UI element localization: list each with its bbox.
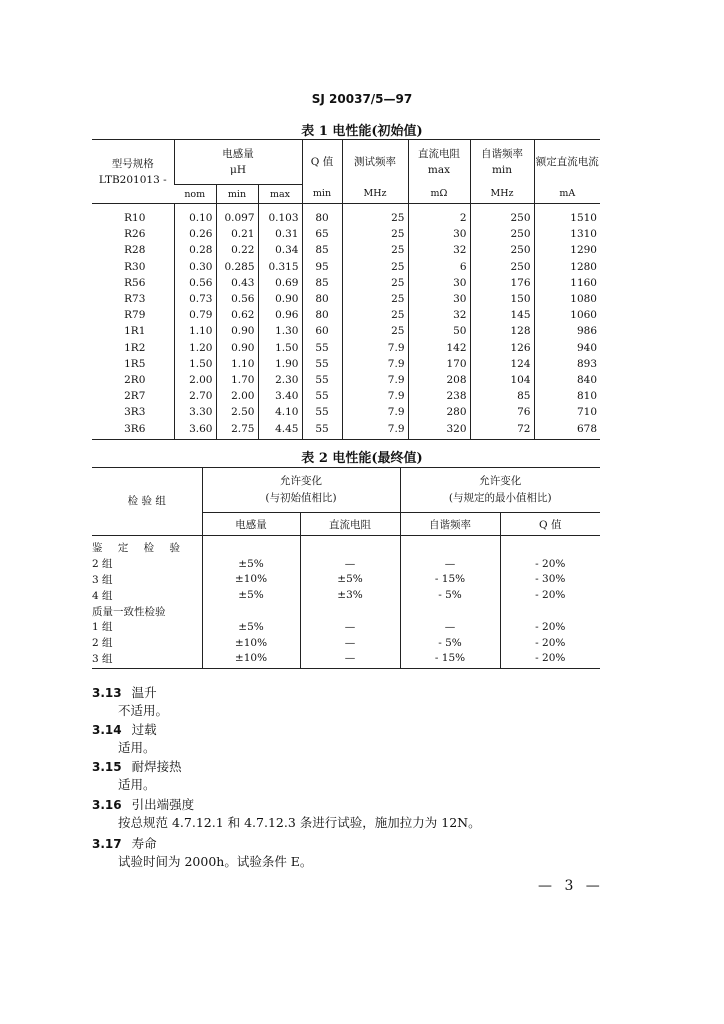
table-cell: ±5% [202,556,300,572]
table-cell: 208 [408,372,470,388]
section-heading [92,795,194,813]
table-cell: 238 [408,388,470,404]
table-cell: 170 [408,356,470,372]
table-cell: ±5% [202,619,300,635]
table-cell: 176 [470,275,534,291]
col-inductance-unit: μH [230,164,246,176]
table-cell: 940 [534,340,600,356]
section-number: 3.16 [92,798,122,812]
table-cell: 25 [342,259,408,275]
col-model [92,140,174,204]
table-cell: 986 [534,323,600,339]
table-cell: - 20% [500,587,600,603]
table-cell: - 20% [500,635,600,651]
table1-electrical-initial [92,139,600,440]
col-q: Q 值 [302,140,342,185]
table-cell: 55 [302,340,342,356]
table-cell: 55 [302,404,342,420]
table-cell: — [300,635,400,651]
table-cell: 3.60 [174,420,216,439]
sub-current: mA [534,185,600,204]
table-cell: R73 [124,293,146,306]
table-row [92,404,600,420]
table-cell: 32 [408,242,470,258]
table-cell: ±3% [300,587,400,603]
section-number: 3.17 [92,837,122,851]
section-title: 过载 [131,722,157,737]
section-number: 3.13 [92,686,122,700]
table-row [92,242,600,258]
table-cell: 0.56 [174,275,216,291]
table-cell: 0.31 [258,226,302,242]
table-cell: 80 [302,291,342,307]
table-cell: 1510 [534,204,600,227]
table-cell: 55 [302,420,342,439]
table-row [92,619,600,635]
col-srf-label: 自谐频率 [481,148,523,161]
table-cell: 7.9 [342,356,408,372]
table-cell: 0.21 [216,226,258,242]
col-current: 额定直流电流 [534,140,600,185]
table-cell: 85 [302,242,342,258]
table-cell: 0.285 [216,259,258,275]
table-row [92,275,600,291]
table-cell: 1310 [534,226,600,242]
table-cell: 7.9 [342,372,408,388]
table-cell: 1R1 [124,325,146,338]
document-code: SJ 20037/5—97 [311,92,413,106]
table-cell: — [400,619,500,635]
table-row [92,307,600,323]
sub-min: min [216,185,258,204]
section-title: 温升 [131,685,157,700]
table-cell: 25 [342,226,408,242]
table-cell: 7.9 [342,388,408,404]
table-cell: 80 [302,204,342,227]
table-row [92,259,600,275]
table-cell: 2R7 [124,390,146,403]
table-cell: — [300,619,400,635]
table-row [92,204,600,227]
table2-electrical-final [92,467,600,669]
col-model-line2: LTB201013 - [98,173,167,186]
table-cell: 55 [302,356,342,372]
empty-cell [300,603,400,619]
table-cell: 55 [302,388,342,404]
col-allow-min [400,468,600,513]
table-cell: 150 [470,291,534,307]
col-dcr-label: 直流电阻 [418,148,460,161]
table-row [92,651,600,669]
table-cell: 95 [302,259,342,275]
table-cell: R28 [124,244,146,257]
table-cell: 0.73 [174,291,216,307]
table-cell: - 30% [500,572,600,588]
sub-max: max [258,185,302,204]
section-title: 耐焊接热 [131,759,182,774]
table-cell: 25 [342,204,408,227]
table-cell: 142 [408,340,470,356]
sub-srf: MHz [470,185,534,204]
table-cell: 1.20 [174,340,216,356]
table-cell: 7.9 [342,404,408,420]
col-allow-min-line2: (与规定的最小值相比) [448,492,552,504]
table-cell: 124 [470,356,534,372]
table1-body [92,204,600,440]
table-cell: — [400,556,500,572]
table-cell: - 5% [400,587,500,603]
table-row [92,572,600,588]
table-cell: — [300,556,400,572]
table-cell: 2 [408,204,470,227]
col-srf-sub: min [491,164,513,177]
table-cell: 80 [302,307,342,323]
table-cell: 0.103 [258,204,302,227]
table-cell: 1 组 [92,621,113,634]
group-row [92,603,600,619]
table-cell: 0.10 [174,204,216,227]
table-cell: 3.40 [258,388,302,404]
table-cell: 85 [470,388,534,404]
table-cell: 0.28 [174,242,216,258]
sub-q: min [302,185,342,204]
table-cell: 3 组 [92,573,113,586]
empty-cell [202,603,300,619]
empty-cell [400,536,500,556]
table-row [92,340,600,356]
empty-cell [300,536,400,556]
table-cell: 1290 [534,242,600,258]
section-text: 试验时间为 2000h。试验条件 E。 [118,854,313,869]
table-cell: 1.70 [216,372,258,388]
table-cell: 25 [342,275,408,291]
table-cell: 25 [342,323,408,339]
table-cell: 0.34 [258,242,302,258]
table-cell: - 15% [400,572,500,588]
table-cell: 0.43 [216,275,258,291]
table-cell: R26 [124,228,146,241]
col-allow-initial [202,468,400,513]
table-row [92,388,600,404]
table-row [92,226,600,242]
sub-freq: MHz [342,185,408,204]
table-row [92,635,600,651]
table-cell: 30 [408,226,470,242]
table-cell: 85 [302,275,342,291]
table-cell: 2.75 [216,420,258,439]
table-cell: 30 [408,275,470,291]
table-cell: 50 [408,323,470,339]
section-heading [92,683,157,701]
table-cell: — [300,651,400,669]
table-cell: 145 [470,307,534,323]
col-dcr-sub: max [427,164,451,177]
table-cell: 1.50 [258,340,302,356]
section-title: 引出端强度 [131,797,195,812]
col-test-freq: 测试频率 [342,140,408,185]
table-cell: 3R6 [92,420,174,439]
table-cell: 0.097 [216,204,258,227]
table-cell: 0.26 [174,226,216,242]
table-cell: - 5% [400,635,500,651]
table-cell: R56 [124,276,146,289]
empty-cell [500,603,600,619]
table-cell: 30 [408,291,470,307]
table2-body [92,536,600,669]
page-number: — 3 — [538,878,604,894]
table-cell: 25 [342,242,408,258]
table-cell: 250 [470,226,534,242]
table-cell: 55 [302,372,342,388]
table-cell: 4.10 [258,404,302,420]
section-number: 3.14 [92,723,122,737]
table-cell: 1160 [534,275,600,291]
col-group: 检 验 组 [127,495,166,507]
empty-cell [202,536,300,556]
col-allow-initial-line2: (与初始值相比) [265,492,337,504]
section-number: 3.15 [92,760,122,774]
sub-q: Q 值 [500,513,600,536]
table-cell: 7.9 [342,420,408,439]
table-cell: - 20% [500,651,600,669]
table-cell: 1280 [534,259,600,275]
table-cell: 3.30 [174,404,216,420]
section-text: 适用。 [118,777,156,792]
sub-inductance: 电感量 [202,513,300,536]
table-cell: 250 [470,204,534,227]
table-cell: 32 [408,307,470,323]
table-row [92,291,600,307]
table-cell: ±10% [202,635,300,651]
table-cell: 1.30 [258,323,302,339]
table-cell: 0.30 [174,259,216,275]
table-cell: R79 [124,309,146,322]
section-heading [92,834,157,852]
table-row [92,556,600,572]
table-cell: 1080 [534,291,600,307]
table-row [92,356,600,372]
sub-dcr: 直流电阻 [300,513,400,536]
table-cell: 810 [534,388,600,404]
table-cell: 2R0 [124,373,146,386]
table-cell: 4 组 [92,589,113,602]
table-cell: 0.62 [216,307,258,323]
group-row [92,536,600,556]
sub-nom: nom [174,185,216,204]
table-cell: 4.45 [258,420,302,439]
col-model-line1: 型号规格 [111,157,154,170]
section-title: 寿命 [131,836,157,851]
table-cell: 7.9 [342,340,408,356]
table-cell: 2 组 [92,637,113,650]
table-row [92,587,600,603]
section-text: 适用。 [118,740,156,755]
table-cell: 6 [408,259,470,275]
section-heading [92,720,157,738]
sub-dcr: mΩ [408,185,470,204]
table-cell: 0.90 [216,323,258,339]
table-cell: - 15% [400,651,500,669]
table-cell: 840 [534,372,600,388]
table-cell: 2.50 [216,404,258,420]
table1-caption: 表 1 电性能(初始值) [301,124,423,139]
table-cell: 320 [408,420,470,439]
table-cell: - 20% [500,619,600,635]
table-cell: 0.90 [216,340,258,356]
table-cell: 710 [534,404,600,420]
table-cell: 893 [534,356,600,372]
table2-caption: 表 2 电性能(最终值) [301,451,423,466]
sub-srf: 自谐频率 [400,513,500,536]
table-cell: 0.69 [258,275,302,291]
table-cell: 3 组 [92,651,202,669]
table-cell: 128 [470,323,534,339]
table-cell: ±5% [202,587,300,603]
table-cell: 3R3 [124,406,146,419]
table-cell: ±5% [300,572,400,588]
section-heading [92,757,182,775]
section-text: 按总规范 4.7.12.1 和 4.7.12.3 条进行试验，施加拉力为 12N。 [118,815,481,830]
table-cell: 250 [470,242,534,258]
empty-cell [400,603,500,619]
table-cell: 1R2 [124,341,146,354]
table-cell: - 20% [500,556,600,572]
group-label: 质量一致性检验 [92,605,166,618]
table-cell: ±10% [202,651,300,669]
table-cell: 250 [470,259,534,275]
table-cell: 65 [302,226,342,242]
table-cell: 1.90 [258,356,302,372]
table-cell: 1R5 [124,357,146,370]
table-cell: 1.50 [174,356,216,372]
section-text: 不适用。 [118,703,169,718]
table-cell: R30 [124,260,146,273]
table-cell: 60 [302,323,342,339]
table-cell: 2.70 [174,388,216,404]
table-row [92,372,600,388]
table-cell: 1.10 [174,323,216,339]
col-allow-min-line1: 允许变化 [479,475,522,487]
table-cell: 25 [342,307,408,323]
table-cell: 25 [342,291,408,307]
col-dcr [408,140,470,185]
table-cell: 72 [470,420,534,439]
table-cell: 104 [470,372,534,388]
table-cell: ±10% [202,572,300,588]
col-inductance-label: 电感量 [222,148,254,160]
table-row [92,323,600,339]
table-cell: 2.30 [258,372,302,388]
col-srf [470,140,534,185]
table-cell: 280 [408,404,470,420]
table-row [92,420,600,439]
table-cell: 126 [470,340,534,356]
table-cell: 1060 [534,307,600,323]
table-cell: 2.00 [216,388,258,404]
group-label: 鉴 定 检 验 [92,542,187,555]
empty-cell [500,536,600,556]
table-cell: 678 [534,420,600,439]
table-cell: 0.79 [174,307,216,323]
table-cell: 0.90 [258,291,302,307]
table-cell: 76 [470,404,534,420]
table-cell: 0.96 [258,307,302,323]
table-cell: 0.315 [258,259,302,275]
table-cell: 0.22 [216,242,258,258]
table-cell: 2 组 [92,558,113,571]
col-allow-initial-line1: 允许变化 [280,475,322,487]
table-cell: 1.10 [216,356,258,372]
col-inductance [174,140,302,185]
table-cell: 0.56 [216,291,258,307]
table-cell: 2.00 [174,372,216,388]
table-cell: R10 [124,212,146,225]
